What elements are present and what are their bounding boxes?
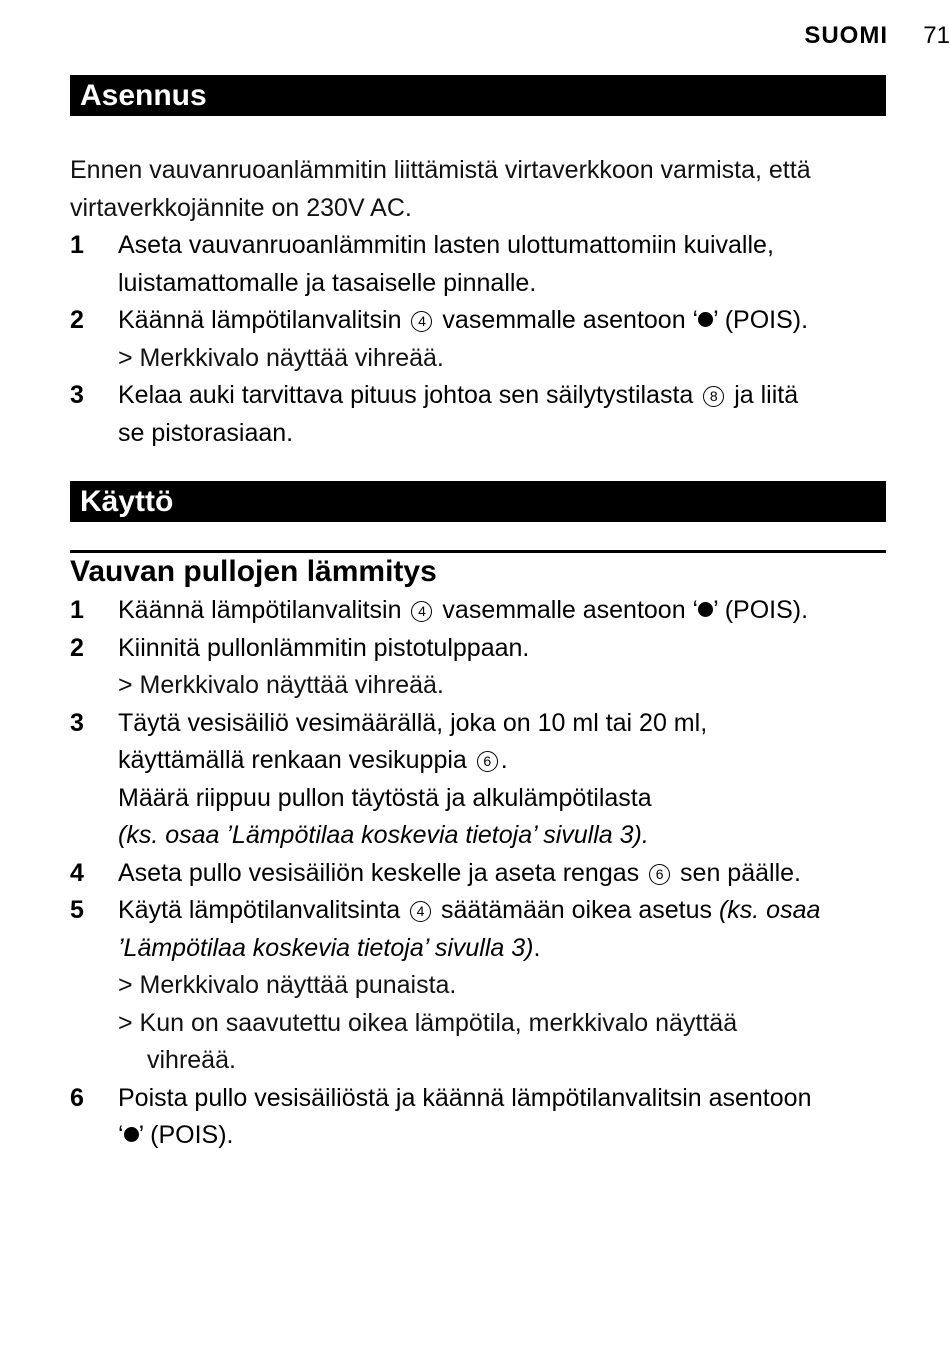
step-reference-note: (ks. osaa ’Lämpötilaa koskevia tietoja’ sivulla 3). xyxy=(118,821,649,849)
step-text xyxy=(118,742,886,780)
reference-number: 8 xyxy=(703,386,724,407)
step-reference-note: (ks. osaa xyxy=(718,896,821,924)
section-heading-installation: Asennus xyxy=(70,75,886,116)
page-header xyxy=(70,22,950,52)
list-item xyxy=(70,227,886,302)
reference-number: 6 xyxy=(649,864,670,885)
reference-number: 4 xyxy=(411,601,432,622)
filled-circle-icon xyxy=(124,1127,139,1142)
step-result: > Kun on saavutettu oikea lämpötila, merkkivalo näyttää xyxy=(118,1008,738,1037)
list-item xyxy=(70,1080,886,1155)
step-number: 3 xyxy=(70,708,84,737)
step-text: Poista pullo vesisäiliöstä ja käännä lämpötilanvalitsin asentoon xyxy=(118,1083,812,1112)
step-text-part: vasemmalle asentoon ‘ xyxy=(442,596,699,624)
step-result: vihreää. xyxy=(147,1046,236,1074)
step-text-part: . xyxy=(500,746,508,774)
step-number: 3 xyxy=(70,381,84,409)
installation-content xyxy=(70,152,886,452)
step-text: Täytä vesisäiliö vesimäärällä, joka on 10 ml tai 20 ml, xyxy=(118,708,708,737)
step-text-part: Kelaa auki tarvittava pituus johtoa sen säilytystilasta xyxy=(118,381,694,409)
list-item xyxy=(70,302,886,340)
step-number: 2 xyxy=(70,306,84,334)
step-text-part: Käännä lämpötilanvalitsin xyxy=(118,306,402,334)
step-number: 6 xyxy=(70,1083,84,1112)
intro-line: virtaverkkojännite on 230V AC. xyxy=(70,193,412,222)
filled-circle-icon xyxy=(698,312,713,327)
list-item xyxy=(70,705,886,855)
reference-number: 4 xyxy=(410,901,431,922)
step-result: > Merkkivalo näyttää vihreää. xyxy=(118,343,444,372)
reference-number: 6 xyxy=(477,751,498,772)
step-result: > Merkkivalo näyttää punaista. xyxy=(118,971,457,999)
step-text: se pistorasiaan. xyxy=(118,418,294,447)
step-text-part: ‘ xyxy=(118,1121,124,1149)
step-text: Määrä riippuu pullon täytöstä ja alkulämpötilasta xyxy=(118,783,652,812)
intro-line: Ennen vauvanruoanlämmitin liittämistä virtaverkkoon varmista, että xyxy=(70,156,811,184)
step-text xyxy=(118,930,886,968)
list-item xyxy=(70,377,886,452)
filled-circle-icon xyxy=(698,602,713,617)
page-number: 71 xyxy=(923,22,950,49)
step-number: 1 xyxy=(70,596,84,624)
step-text: luistamattomalle ja tasaiselle pinnalle. xyxy=(118,268,537,297)
step-text-part: Käytä lämpötilanvalitsinta xyxy=(118,896,401,924)
step-text xyxy=(118,1117,886,1155)
step-text-part: ja liitä xyxy=(734,381,799,409)
step-text: Kiinnitä pullonlämmitin pistotulppaan. xyxy=(118,633,530,662)
step-text xyxy=(118,302,886,340)
step-text xyxy=(118,855,886,893)
language-label: SUOMI xyxy=(804,22,888,49)
step-number: 2 xyxy=(70,633,84,662)
step-text-part: Aseta pullo vesisäiliön keskelle ja aseta rengas xyxy=(118,858,640,887)
use-content xyxy=(70,592,886,1155)
step-text-part: säätämään oikea asetus xyxy=(441,896,713,924)
step-text-part: ’ (POIS). xyxy=(138,1121,234,1149)
reference-number: 4 xyxy=(411,311,432,332)
step-number: 4 xyxy=(70,858,84,887)
list-item xyxy=(70,630,886,668)
step-result: > Merkkivalo näyttää vihreää. xyxy=(118,671,444,699)
section-heading-use: Käyttö xyxy=(70,481,886,522)
subsection-title: Vauvan pullojen lämmitys xyxy=(70,555,437,588)
step-text-part: sen päälle. xyxy=(680,858,801,887)
step-text-part: vasemmalle asentoon ‘ xyxy=(442,306,699,334)
step-reference-note: ’Lämpötilaa koskevia tietoja’ sivulla 3) xyxy=(118,933,534,962)
step-text: Aseta vauvanruoanlämmitin lasten ulottumattomiin kuivalle, xyxy=(118,231,774,259)
step-text xyxy=(118,377,886,415)
step-text xyxy=(118,592,886,630)
step-text-part: Käännä lämpötilanvalitsin xyxy=(118,596,402,624)
step-number: 5 xyxy=(70,896,84,924)
step-text-part: käyttämällä renkaan vesikuppia xyxy=(118,746,467,774)
step-number: 1 xyxy=(70,231,84,259)
list-item xyxy=(70,855,886,893)
step-text-part: ’ (POIS). xyxy=(713,306,809,334)
step-text xyxy=(118,892,886,930)
step-text-part: . xyxy=(533,933,541,962)
step-text-part: ’ (POIS). xyxy=(713,596,809,624)
list-item xyxy=(70,892,886,967)
list-item xyxy=(70,592,886,630)
